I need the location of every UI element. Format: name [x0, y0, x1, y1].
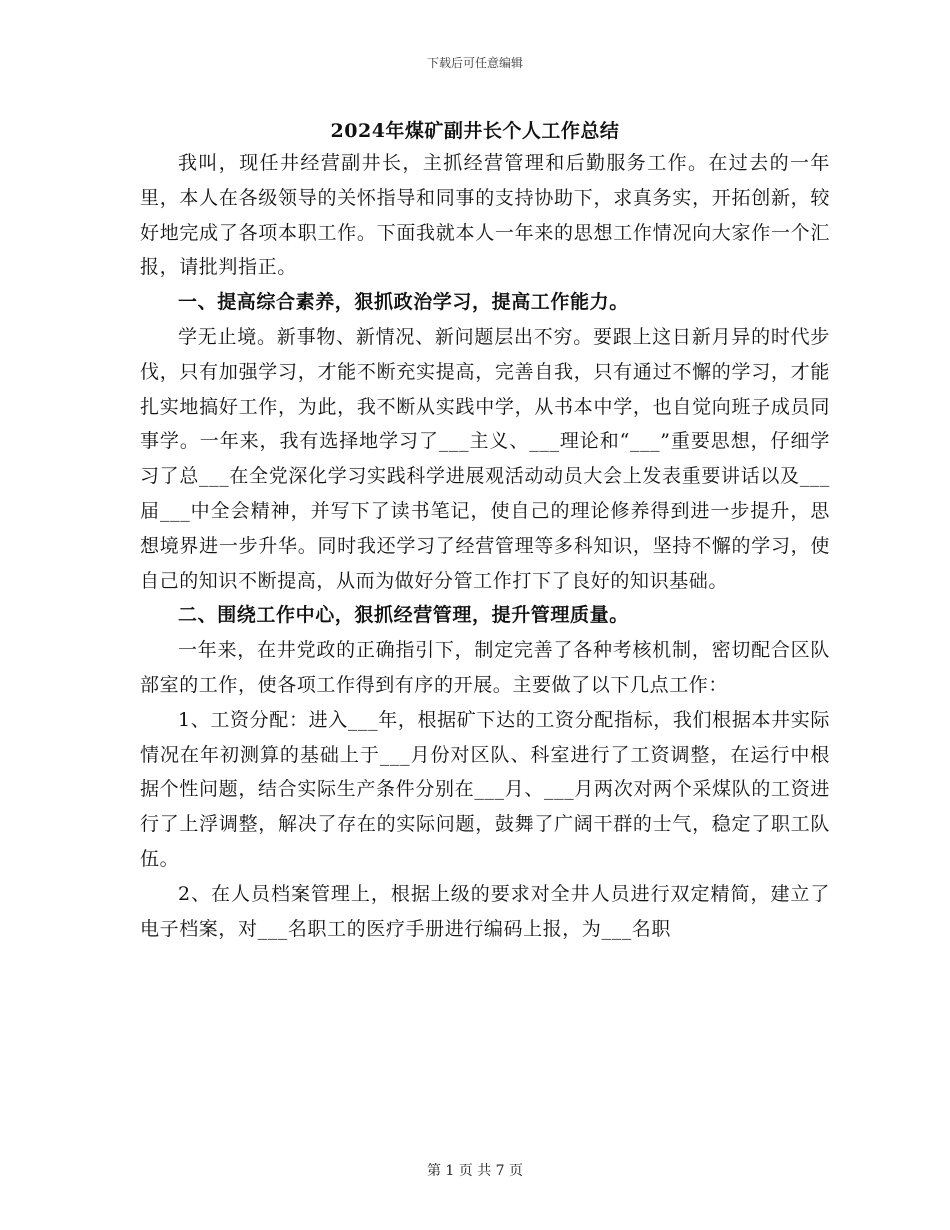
- document-body: [140, 146, 830, 946]
- paragraph-intro: 我叫，现任井经营副井长，主抓经营管理和后勤服务工作。在过去的一年里，本人在各级领导的关怀指导和同事的支持协助下，求真务实，开拓创新，较好地完成了各项本职工作。下面我就本人一年来的思想工作情况向大家作一个汇报，请批判指正。: [140, 152, 830, 279]
- paragraph-study: 学无止境。新事物、新情况、新问题层出不穷。要跟上这日新月异的时代步伐，只有加强学习，才能不断充实提高，完善自我，只有通过不懈的学习，才能扎实地搞好工作，为此，我不断从实践中学，从书本中学，也自觉向班子成员同事学。一年来，我有选择地学习了___主义、___理论和“___”重要思想，仔细学习了总___在全党深化学习实践科学进展观活动动员大会上发表重要讲话以及___届___中全会精神，并写下了读书笔记，使自己的理论修养得到进一步提升，思想境界进一步升华。同时我还学习了经营管理等多科知识，坚持不懈的学习，使自己的知识不断提高，从而为做好分管工作打下了良好的知识基础。: [140, 325, 830, 592]
- paragraph-archives: 2、在人员档案管理上，根据上级的要求对全井人员进行双定精简，建立了电子档案，对___名职工的医疗手册进行编码上报，为___名职: [140, 882, 830, 940]
- paragraph-wages: 1、工资分配：进入___年，根据矿下达的工资分配指标，我们根据本井实际情况在年初测算的基础上于___月份对区队、科室进行了工资调整，在运行中根据个性问题，结合实际生产条件分别在___月、___月两次对两个采煤队的工资进行了上浮调整，解决了存在的实际问题，鼓舞了广阔干群的士气，稳定了职工队伍。: [140, 708, 830, 870]
- header-note: 下载后可任意编辑: [426, 56, 523, 70]
- section-heading-2: 二、围绕工作中心，狠抓经营管理，提升管理质量。: [178, 604, 629, 627]
- paragraph-management: 一年来，在井党政的正确指引下，制定完善了各种考核机制，密切配合区队部室的工作，使各项工作得到有序的开展。主要做了以下几点工作：: [140, 639, 830, 696]
- document-title: 2024年煤矿副井长个人工作总结: [330, 120, 620, 142]
- section-heading-1: 一、提高综合素养，狠抓政治学习，提高工作能力。: [178, 291, 629, 314]
- page-number-footer: 第 1 页 共 7 页: [426, 1163, 524, 1179]
